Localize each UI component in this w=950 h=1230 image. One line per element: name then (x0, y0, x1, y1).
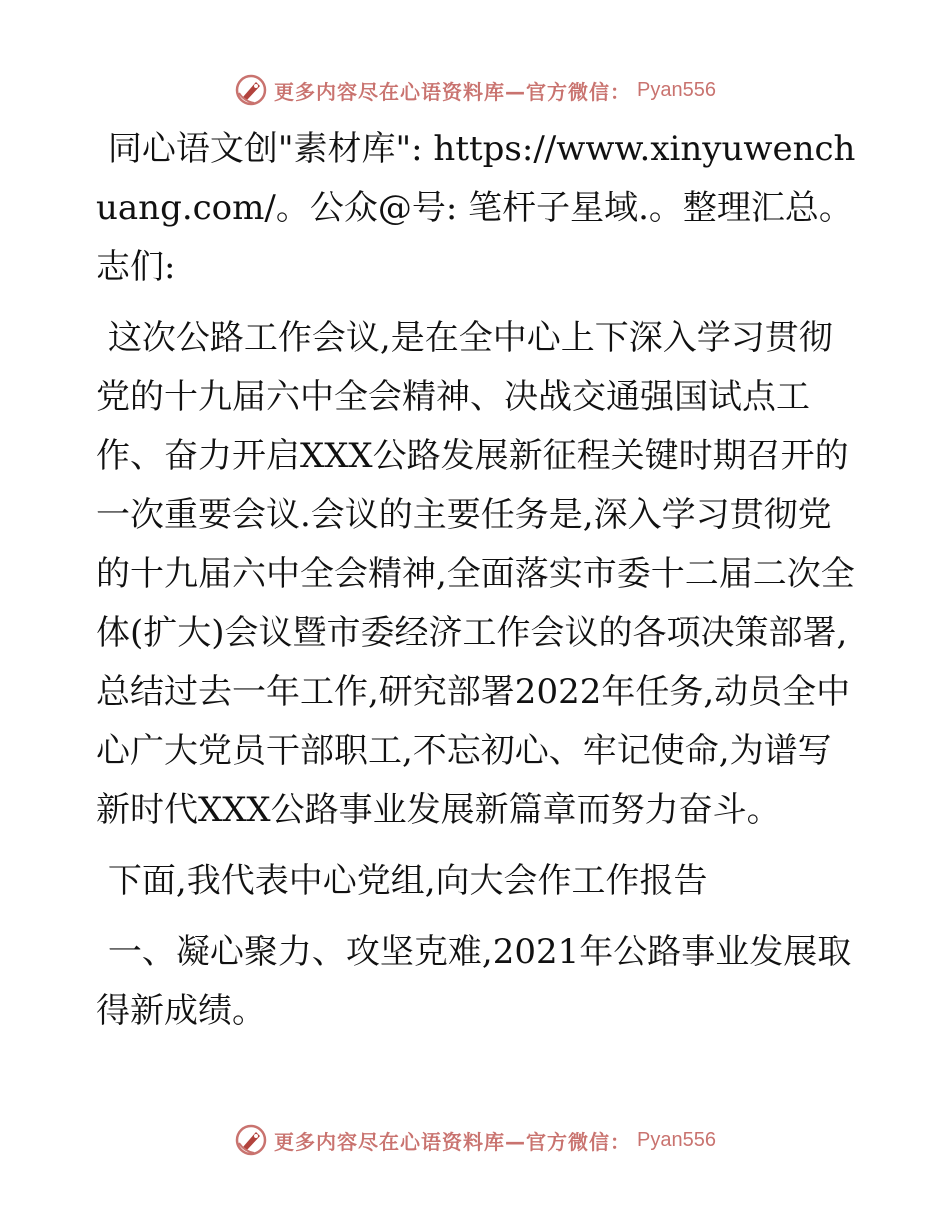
footer-watermark-banner (0, 1120, 950, 1160)
pen-nib-circle-icon (234, 73, 268, 107)
document-body (96, 120, 856, 1053)
paragraph-report-intro: 下面,我代表中心党组,向大会作工作报告 (107, 861, 708, 901)
paragraph-meeting-overview: 这次公路工作会议,是在全中心上下深入学习贯彻党的十九届六中全会精神、决战交通强国试点工作、奋力开启XXX公路发展新征程关键时期召开的一次重要会议.会议的主要任务是,深入学习贯彻党的十九届六中全会精神,全面落实市委十二届二次全体(扩大)会议暨市委经济工作会议的各项决策部署,总结过去一年工作,研究部署2022年任务,动员全中心广大党员干部职工,不忘初心、牢记使命,为谱写新时代XXX公路事业发展新篇章而努力奋斗。 (96, 318, 855, 830)
watermark-account: Pyan556 (637, 78, 716, 101)
pen-nib-circle-icon (234, 1123, 268, 1157)
watermark-text: 更多内容尽在心语资料库—官方微信： (274, 79, 632, 104)
watermark-account: Pyan556 (637, 1128, 716, 1151)
paragraph-intro: 同心语文创"素材库": https://www.xinyuwenchuang.com/。公众@号: 笔杆子星域.。整理汇总。志们: (96, 129, 856, 287)
header-watermark-banner (0, 70, 950, 110)
watermark-text: 更多内容尽在心语资料库—官方微信： (274, 1129, 632, 1154)
paragraph-section-heading: 一、凝心聚力、攻坚克难,2021年公路事业发展取得新成绩。 (96, 932, 852, 1031)
